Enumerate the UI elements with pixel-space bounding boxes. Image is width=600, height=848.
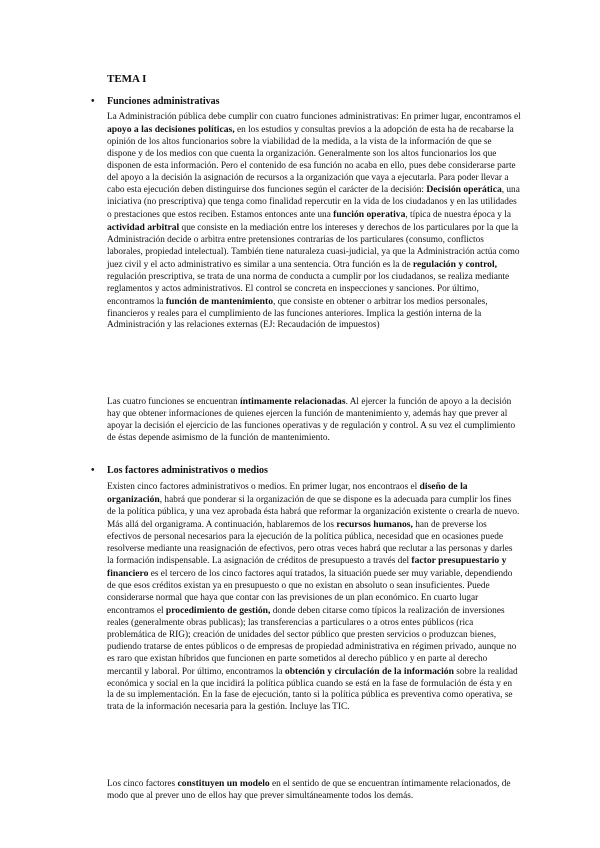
section2-paragraph-2: Los cinco factores constituyen un modelo en el sentido de que se encuentran íntimamente relacionados, de modo que al prever uno de ellos hay que prever simultáneamente todos los demás.	[107, 778, 511, 801]
section-heading-text: Los factores administrativos o medios	[107, 465, 268, 476]
bold-term: constituyen un modelo	[177, 778, 270, 789]
bold-term: actividad arbitral	[107, 222, 180, 234]
section1-paragraph-1: La Administración pública debe cumplir con cuatro funciones administrativas: En primer lugar, encontramos el apoyo a las decisiones políticas, en los estudios y consultas previos a la adopción de esta ha de recabarse la opinión de los altos funcionarios sobre la viabilidad de la medida, a la vista de la información de que se dispone y de los medios con que cuenta la organización. Generalmente son los altos funcionarios los que disponen de esta información. Pero el contenido de esa función no acaba en ello, pues debe considerarse parte del apoyo a la decisión la asignación de recursos a la organización que vaya a ejecutarla. Para poder llevar a cabo esta ejecución deben distinguirse dos funciones según el carácter de la decisión: Decisión operática, una iniciativa (no prescriptiva) que tenga como finalidad repercutir en la vida de los ciudadanos y en las utilidades o prestaciones que estos reciben. Estamos entonces ante una función operativa, típica de nuestra época y la actividad arbitral que consiste en la mediación entre los intereses y derechos de los particulares por la que la Administración decide o arbitra entre pretensiones contrarias de los particulares (consumo, conflictos laborales, propiedad intelectual). También tiene naturaleza cuasi-judicial, ya que la Administración actúa como juez civil y el acto administrativo es similar a una sentencia. Otra función es la de regulación y control, regulación prescriptiva, se trata de una norma de conducta a cumplir por los ciudadanos, se realiza mediante reglamentos y actos administrativos. El control se concreta en inspecciones y sanciones. Por último, encontramos la función de mantenimiento, que consiste en obtener o arbitrar los medios personales, financieros y reales para el cumplimiento de las funciones anteriores. Implica la gestión interna de la Administración y las relaciones externas (EJ: Recaudación de impuestos)	[107, 112, 521, 331]
section-heading-factores	[91, 465, 268, 477]
section-heading-text: Funciones administrativas	[107, 96, 220, 107]
bold-term: obtención y circulación de la información	[284, 665, 454, 677]
section-heading-funciones	[91, 96, 220, 108]
section1-paragraph-2: Las cuatro funciones se encuentran íntimamente relacionadas. Al ejercer la función de apoyo a la decisión hay que obtener informaciones de quienes ejercen la función de mantenimiento y, además hay que prever al apoyar la decisión el ejercicio de las funciones operativas y de regulación y control. A su vez el cumplimiento de éstas depende asimismo de la función de mantenimiento.	[107, 396, 516, 443]
bold-term: diseño de la organización	[107, 481, 468, 505]
bold-term: regulación y control,	[412, 258, 498, 270]
bold-term: Decisión operática	[426, 184, 502, 196]
bold-term: procedimiento de gestión,	[165, 605, 271, 617]
section2-paragraph-1: Existen cinco factores administrativos o medios. En primer lugar, nos encontraos el diseño de la organización, habrá que ponderar si la organización de que se dispone es la adecuada para cumplir los fines de la política pública, y una vez aprobada ésta habrá que reformar la organización existente o crearla de nuevo. Más allá del organigrama. A continuación, hablaremos de los recursos humanos, han de preverse los efectivos de personal necesarios para la ejecución de la política pública, necesidad que en ocasiones puede resolverse mediante una reasignación de efectivos, pero otras veces habrá que reclutar a las personas y darles la formación indispensable. La asignación de créditos de presupuesto a través del factor presupuestario y financiero es el tercero de los cinco factores aquí tratados, la situación puede ser muy variable, dependiendo de que esos créditos existan ya en presupuesto o que no existan en absoluto o sean insuficientes. Puede considerarse normal que haya que contar con las previsiones de un plan económico. En cuarto lugar encontramos el procedimiento de gestión, donde deben citarse como típicos la realización de inversiones reales (generalmente obras publicas); las transferencias a particulares o a otros entes públicos (rica problemática de RIG); creación de unidades del sector público que presten servicios o produzcan bienes, pudiendo tratarse de entes públicos o de empresas de propiedad administrativa en régimen privado, aunque no es raro que existan híbridos que funcionen en parte sometidos al derecho público y en parte al derecho mercantil y laboral. Por último, encontramos la obtención y circulación de la información sobre la realidad económica y social en la que incidirá la política pública cuando se está en la fase de formulación de ésta y en la de su implementación. En la fase de ejecución, tanto si la política pública es preventiva como operativa, se trata de la información necesaria para la gestión. Incluye las TIC.	[107, 481, 520, 713]
bold-term: factor presupuestario y financiero	[107, 555, 507, 580]
bold-term: función operativa	[333, 209, 406, 221]
bold-term: recursos humanos,	[336, 518, 413, 530]
bullet-icon: •	[91, 465, 95, 476]
bold-term: apoyo a las decisiones políticas,	[107, 123, 235, 135]
bold-term: íntimamente relacionadas	[239, 396, 346, 407]
bold-term: función de mantenimiento	[165, 295, 273, 307]
page-title: TEMA I	[107, 73, 147, 85]
bullet-icon: •	[91, 96, 95, 107]
